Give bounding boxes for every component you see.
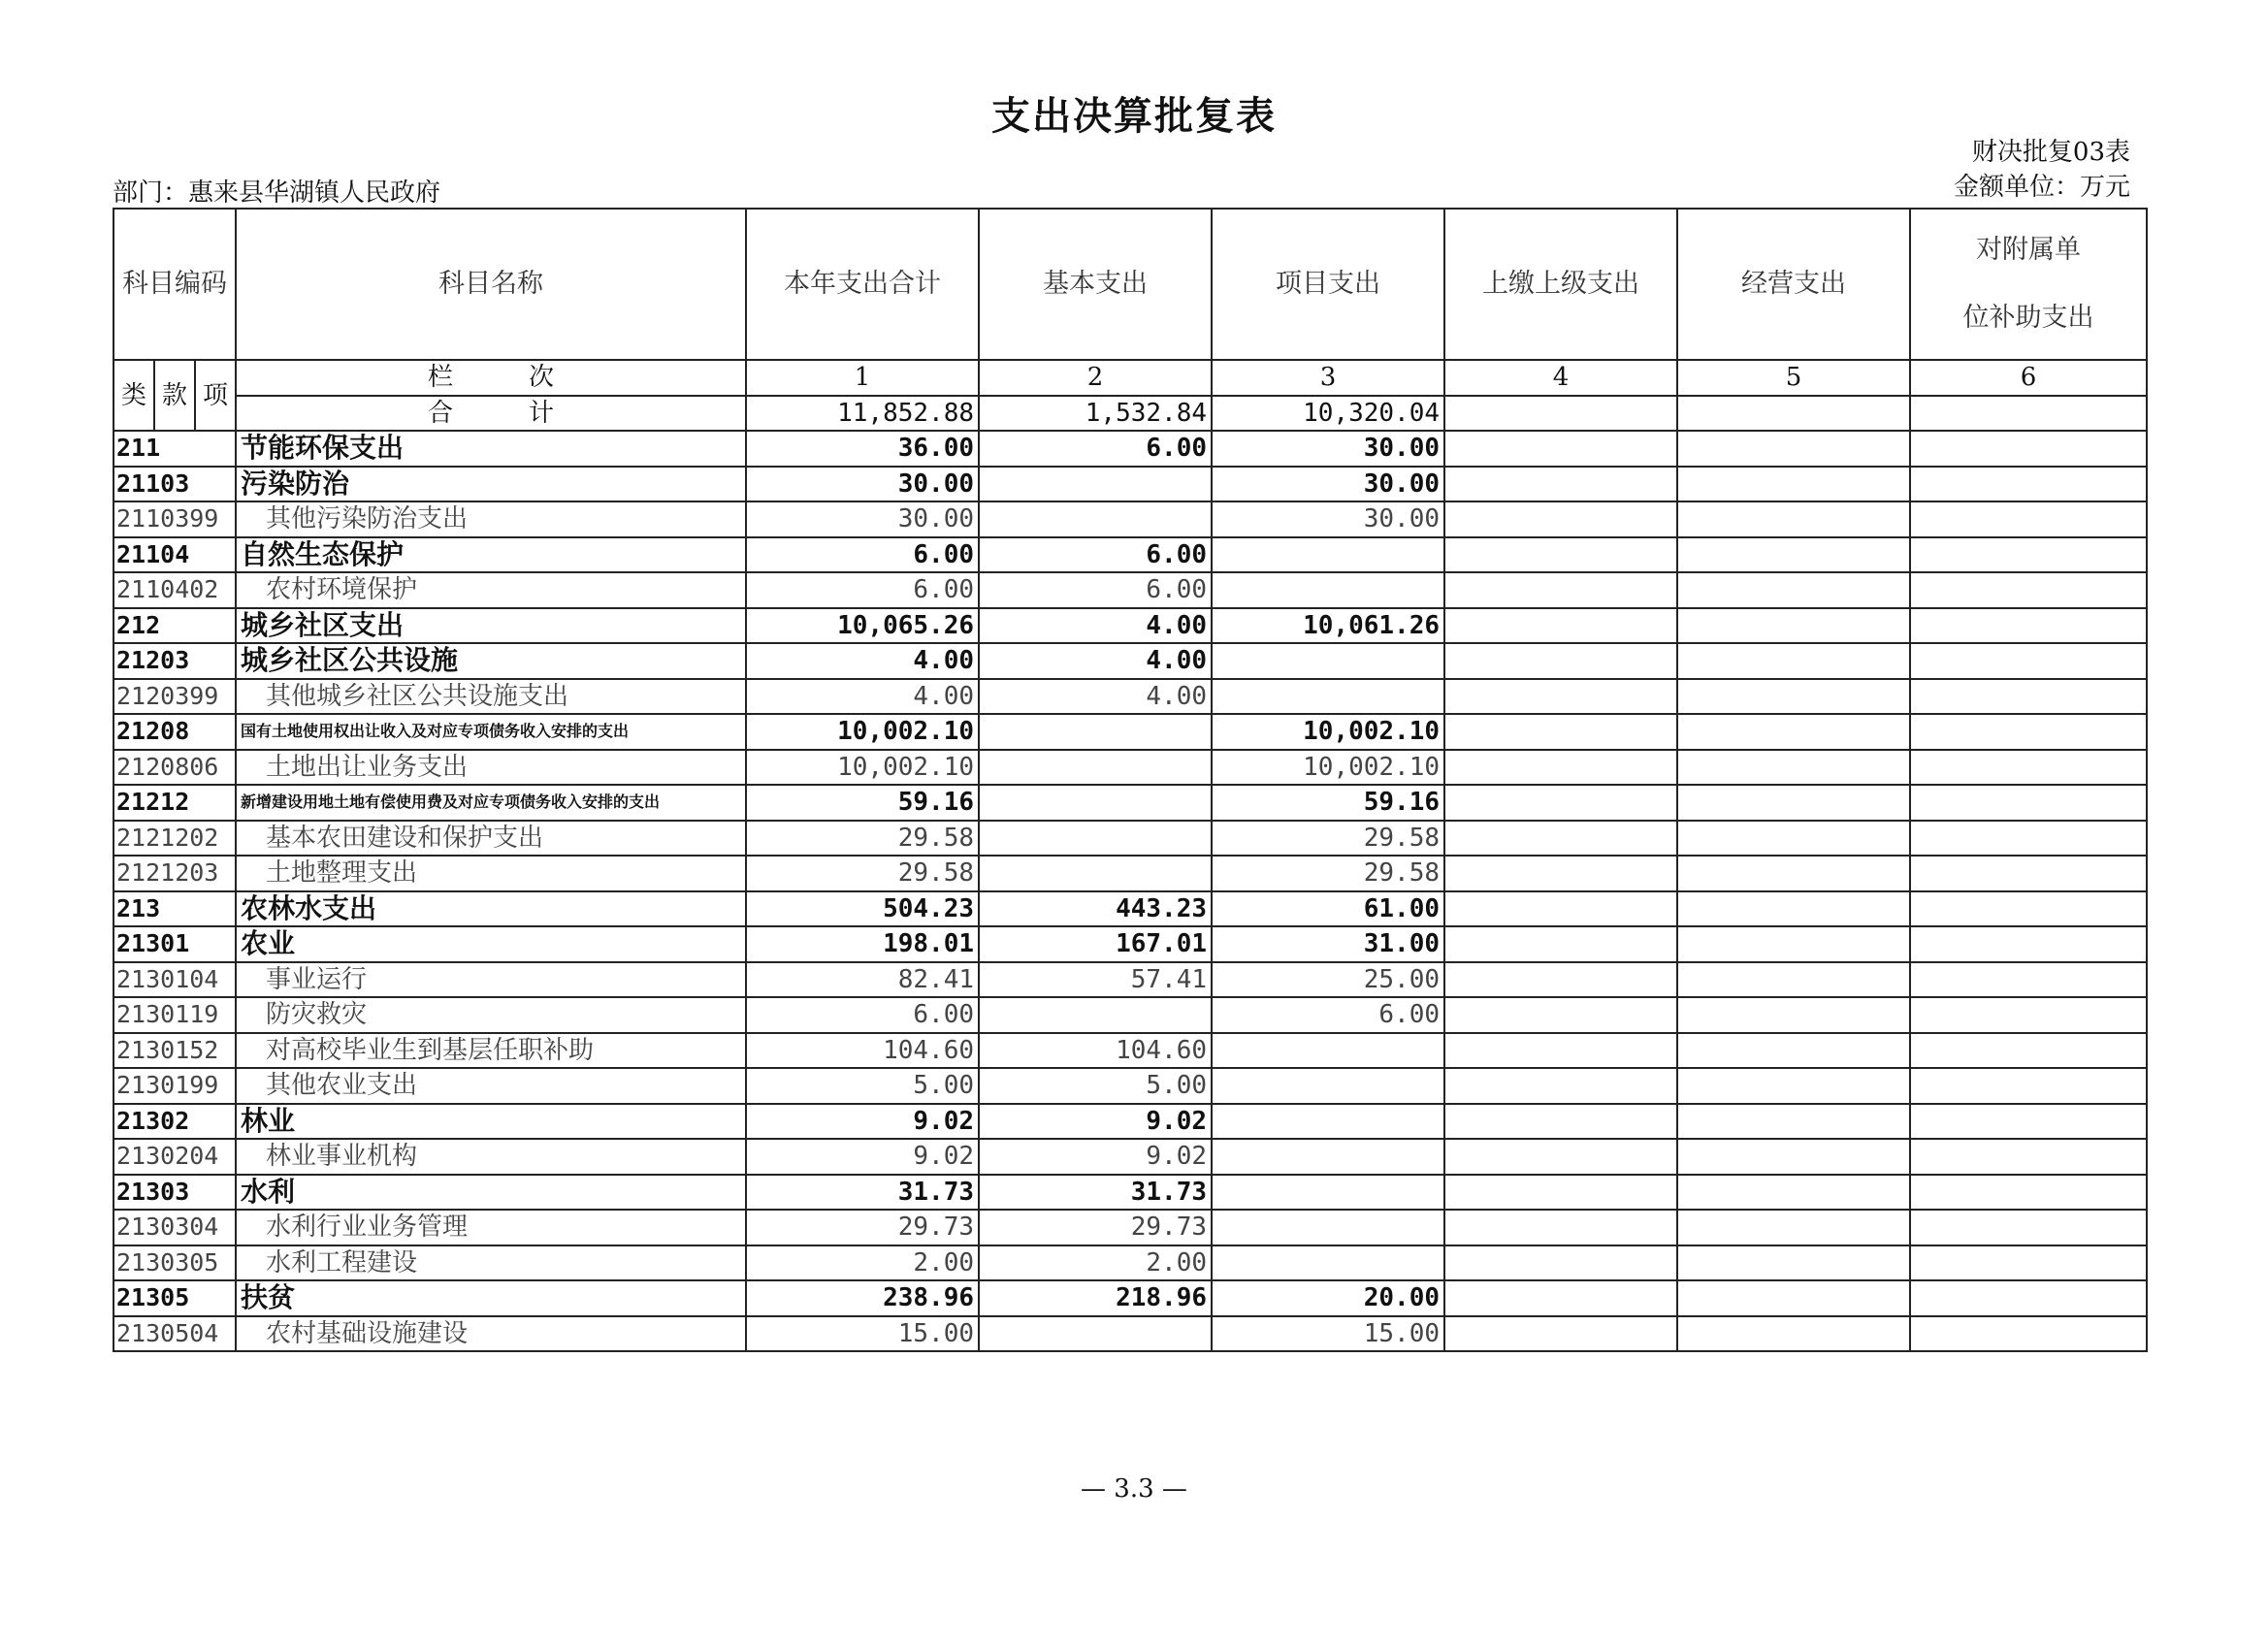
row-project: 30.00 [1212,467,1444,502]
row-basic: 6.00 [979,572,1212,608]
row-business [1677,750,1910,786]
row-total: 4.00 [746,679,979,715]
row-business [1677,1068,1910,1104]
row-code: 2130304 [113,1210,236,1245]
row-name: 土地出让业务支出 [236,750,746,786]
row-total: 2.00 [746,1245,979,1281]
row-total: 4.00 [746,643,979,679]
index-3: 3 [1212,360,1444,396]
row-project: 25.00 [1212,962,1444,998]
row-upper [1444,1210,1677,1245]
row-subsidy [1910,1175,2147,1211]
row-name: 城乡社区支出 [236,608,746,644]
row-basic: 57.41 [979,962,1212,998]
row-basic [979,856,1212,891]
row-project: 61.00 [1212,891,1444,927]
row-basic: 4.00 [979,608,1212,644]
row-name: 农村环境保护 [236,572,746,608]
row-project: 10,002.10 [1212,750,1444,786]
row-subsidy [1910,962,2147,998]
row-code: 2110399 [113,501,236,537]
row-subsidy [1910,431,2147,467]
row-basic: 6.00 [979,537,1212,573]
row-name: 水利 [236,1175,746,1211]
row-total: 10,065.26 [746,608,979,644]
row-basic: 9.02 [979,1139,1212,1175]
row-project: 20.00 [1212,1280,1444,1316]
row-name: 农林水支出 [236,891,746,927]
row-project [1212,1033,1444,1069]
header-code: 科目编码 [113,209,236,360]
row-business [1677,1210,1910,1245]
row-subsidy [1910,1316,2147,1352]
row-subsidy [1910,1068,2147,1104]
row-basic: 2.00 [979,1245,1212,1281]
row-code: 2120399 [113,679,236,715]
row-code: 2130104 [113,962,236,998]
table-row [113,750,2147,786]
row-code: 2130199 [113,1068,236,1104]
row-upper [1444,1068,1677,1104]
row-subsidy [1910,821,2147,857]
row-name: 国有土地使用权出让收入及对应专项债务收入安排的支出 [236,714,746,750]
row-code: 21208 [113,714,236,750]
row-total: 6.00 [746,997,979,1033]
row-subsidy [1910,856,2147,891]
row-name: 防灾救灾 [236,997,746,1033]
row-business [1677,1175,1910,1211]
row-basic [979,997,1212,1033]
index-label: 栏 次 [236,360,746,396]
department-label: 部门：惠来县华湖镇人民政府 [113,178,441,208]
row-project: 15.00 [1212,1316,1444,1352]
row-code: 2130504 [113,1316,236,1352]
row-project: 10,002.10 [1212,714,1444,750]
total-basic: 1,532.84 [979,396,1212,432]
header-xiang: 项 [195,360,236,431]
row-subsidy [1910,501,2147,537]
row-total: 9.02 [746,1139,979,1175]
row-code: 21301 [113,926,236,962]
row-basic: 218.96 [979,1280,1212,1316]
header-basic: 基本支出 [979,209,1212,360]
amount-unit: 金额单位：万元 [1953,173,2130,202]
row-project: 31.00 [1212,926,1444,962]
table-row [113,891,2147,927]
table-row [113,1139,2147,1175]
row-project [1212,1139,1444,1175]
table-row [113,997,2147,1033]
row-project: 59.16 [1212,785,1444,821]
total-project: 10,320.04 [1212,396,1444,432]
row-basic [979,785,1212,821]
row-total: 29.58 [746,856,979,891]
row-upper [1444,608,1677,644]
table-row [113,1104,2147,1140]
row-basic: 104.60 [979,1033,1212,1069]
row-code: 2120806 [113,750,236,786]
row-name: 自然生态保护 [236,537,746,573]
row-business [1677,467,1910,502]
index-5: 5 [1677,360,1910,396]
row-subsidy [1910,1210,2147,1245]
row-basic [979,467,1212,502]
row-business [1677,997,1910,1033]
table-row [113,1033,2147,1069]
row-subsidy [1910,926,2147,962]
total-row [113,396,2147,432]
row-code: 2130152 [113,1033,236,1069]
row-business [1677,1280,1910,1316]
row-code: 2130305 [113,1245,236,1281]
table-row [113,679,2147,715]
row-upper [1444,821,1677,857]
row-project [1212,643,1444,679]
header-subsidy-line2: 位补助支出 [1962,303,2094,333]
header-project: 项目支出 [1212,209,1444,360]
header-kuan: 款 [154,360,195,431]
form-code: 财决批复03表 [1971,138,2130,167]
row-total: 30.00 [746,501,979,537]
row-upper [1444,997,1677,1033]
row-code: 21305 [113,1280,236,1316]
row-upper [1444,679,1677,715]
row-name: 土地整理支出 [236,856,746,891]
index-2: 2 [979,360,1212,396]
row-name: 其他农业支出 [236,1068,746,1104]
row-project: 30.00 [1212,431,1444,467]
row-name: 新增建设用地土地有偿使用费及对应专项债务收入安排的支出 [236,785,746,821]
table-row [113,856,2147,891]
table-row [113,537,2147,573]
header-subsidy-line1: 对附属单 [1976,235,2082,265]
row-name: 其他城乡社区公共设施支出 [236,679,746,715]
row-upper [1444,714,1677,750]
page-number: — 3.3 — [1081,1474,1187,1504]
row-code: 211 [113,431,236,467]
row-basic [979,501,1212,537]
row-name: 事业运行 [236,962,746,998]
document-title: 支出决算批复表 [991,93,1277,139]
row-upper [1444,537,1677,573]
row-total: 198.01 [746,926,979,962]
row-subsidy [1910,643,2147,679]
row-upper [1444,1104,1677,1140]
row-total: 36.00 [746,431,979,467]
row-project: 29.58 [1212,821,1444,857]
row-project [1212,1068,1444,1104]
row-code: 21104 [113,537,236,573]
row-basic: 31.73 [979,1175,1212,1211]
row-business [1677,891,1910,927]
row-business [1677,1104,1910,1140]
row-subsidy [1910,467,2147,502]
expenditure-table [113,208,2148,1352]
row-business [1677,821,1910,857]
row-name: 农村基础设施建设 [236,1316,746,1352]
index-row [113,360,2147,396]
row-total: 29.73 [746,1210,979,1245]
row-basic: 443.23 [979,891,1212,927]
table-row [113,962,2147,998]
row-total: 9.02 [746,1104,979,1140]
row-code: 2110402 [113,572,236,608]
row-upper [1444,1316,1677,1352]
row-subsidy [1910,679,2147,715]
row-business [1677,1139,1910,1175]
row-business [1677,572,1910,608]
row-upper [1444,785,1677,821]
total-label: 合 计 [236,396,746,432]
row-project [1212,1104,1444,1140]
row-name: 林业 [236,1104,746,1140]
row-subsidy [1910,714,2147,750]
row-subsidy [1910,785,2147,821]
row-upper [1444,1280,1677,1316]
row-total: 504.23 [746,891,979,927]
row-upper [1444,750,1677,786]
row-subsidy [1910,891,2147,927]
row-subsidy [1910,608,2147,644]
row-project [1212,1175,1444,1211]
row-total: 82.41 [746,962,979,998]
row-business [1677,1033,1910,1069]
row-upper [1444,572,1677,608]
row-basic: 5.00 [979,1068,1212,1104]
row-total: 15.00 [746,1316,979,1352]
row-total: 31.73 [746,1175,979,1211]
row-business [1677,856,1910,891]
row-code: 212 [113,608,236,644]
total-sum: 11,852.88 [746,396,979,432]
table-row [113,501,2147,537]
row-subsidy [1910,1104,2147,1140]
row-subsidy [1910,1280,2147,1316]
table-row [113,608,2147,644]
row-total: 29.58 [746,821,979,857]
table-row [113,1210,2147,1245]
row-code: 21203 [113,643,236,679]
row-code: 21302 [113,1104,236,1140]
row-code: 2130119 [113,997,236,1033]
row-upper [1444,891,1677,927]
row-basic: 4.00 [979,679,1212,715]
row-basic [979,821,1212,857]
row-business [1677,537,1910,573]
table-row [113,643,2147,679]
row-total: 6.00 [746,572,979,608]
row-project [1212,1245,1444,1281]
table-row [113,1175,2147,1211]
table-row [113,1280,2147,1316]
table-row [113,714,2147,750]
row-business [1677,785,1910,821]
row-total: 30.00 [746,467,979,502]
row-subsidy [1910,997,2147,1033]
row-upper [1444,467,1677,502]
index-6: 6 [1910,360,2147,396]
row-basic [979,714,1212,750]
row-project: 6.00 [1212,997,1444,1033]
row-upper [1444,1245,1677,1281]
row-business [1677,926,1910,962]
row-name: 水利工程建设 [236,1245,746,1281]
table-row [113,1245,2147,1281]
row-project: 29.58 [1212,856,1444,891]
row-subsidy [1910,1139,2147,1175]
row-name: 其他污染防治支出 [236,501,746,537]
row-business [1677,608,1910,644]
row-name: 扶贫 [236,1280,746,1316]
table-row [113,572,2147,608]
row-upper [1444,1033,1677,1069]
row-code: 2130204 [113,1139,236,1175]
row-business [1677,679,1910,715]
row-project [1212,1210,1444,1245]
row-business [1677,714,1910,750]
row-project [1212,537,1444,573]
header-row [113,209,2147,360]
row-code: 21303 [113,1175,236,1211]
row-upper [1444,926,1677,962]
row-total: 59.16 [746,785,979,821]
row-project: 30.00 [1212,501,1444,537]
row-upper [1444,431,1677,467]
row-name: 水利行业业务管理 [236,1210,746,1245]
row-name: 林业事业机构 [236,1139,746,1175]
row-upper [1444,1139,1677,1175]
row-name: 节能环保支出 [236,431,746,467]
row-basic: 9.02 [979,1104,1212,1140]
header-lei: 类 [113,360,154,431]
row-business [1677,501,1910,537]
index-1: 1 [746,360,979,396]
row-basic [979,1316,1212,1352]
row-subsidy [1910,1245,2147,1281]
row-basic: 4.00 [979,643,1212,679]
row-subsidy [1910,537,2147,573]
row-upper [1444,501,1677,537]
row-basic: 6.00 [979,431,1212,467]
table-row [113,1068,2147,1104]
header-subsidy [1910,209,2147,360]
row-project: 10,061.26 [1212,608,1444,644]
row-code: 2121202 [113,821,236,857]
header-name: 科目名称 [236,209,746,360]
row-business [1677,643,1910,679]
table-row [113,467,2147,502]
table-row [113,785,2147,821]
row-code: 21212 [113,785,236,821]
header-total: 本年支出合计 [746,209,979,360]
row-business [1677,431,1910,467]
row-upper [1444,1175,1677,1211]
row-name: 农业 [236,926,746,962]
header-upper: 上缴上级支出 [1444,209,1677,360]
row-code: 213 [113,891,236,927]
row-business [1677,962,1910,998]
row-total: 10,002.10 [746,714,979,750]
table-row [113,821,2147,857]
row-basic [979,750,1212,786]
row-upper [1444,643,1677,679]
row-total: 6.00 [746,537,979,573]
row-name: 城乡社区公共设施 [236,643,746,679]
row-code: 2121203 [113,856,236,891]
row-total: 5.00 [746,1068,979,1104]
row-subsidy [1910,1033,2147,1069]
table-row [113,1316,2147,1352]
row-project [1212,572,1444,608]
row-name: 污染防治 [236,467,746,502]
row-total: 10,002.10 [746,750,979,786]
row-basic: 29.73 [979,1210,1212,1245]
row-subsidy [1910,572,2147,608]
table-row [113,431,2147,467]
row-subsidy [1910,750,2147,786]
header-business: 经营支出 [1677,209,1910,360]
row-upper [1444,962,1677,998]
row-business [1677,1245,1910,1281]
table-row [113,926,2147,962]
row-business [1677,1316,1910,1352]
row-total: 238.96 [746,1280,979,1316]
row-code: 21103 [113,467,236,502]
row-project [1212,679,1444,715]
row-upper [1444,856,1677,891]
index-4: 4 [1444,360,1677,396]
row-basic: 167.01 [979,926,1212,962]
row-total: 104.60 [746,1033,979,1069]
row-name: 对高校毕业生到基层任职补助 [236,1033,746,1069]
row-name: 基本农田建设和保护支出 [236,821,746,857]
